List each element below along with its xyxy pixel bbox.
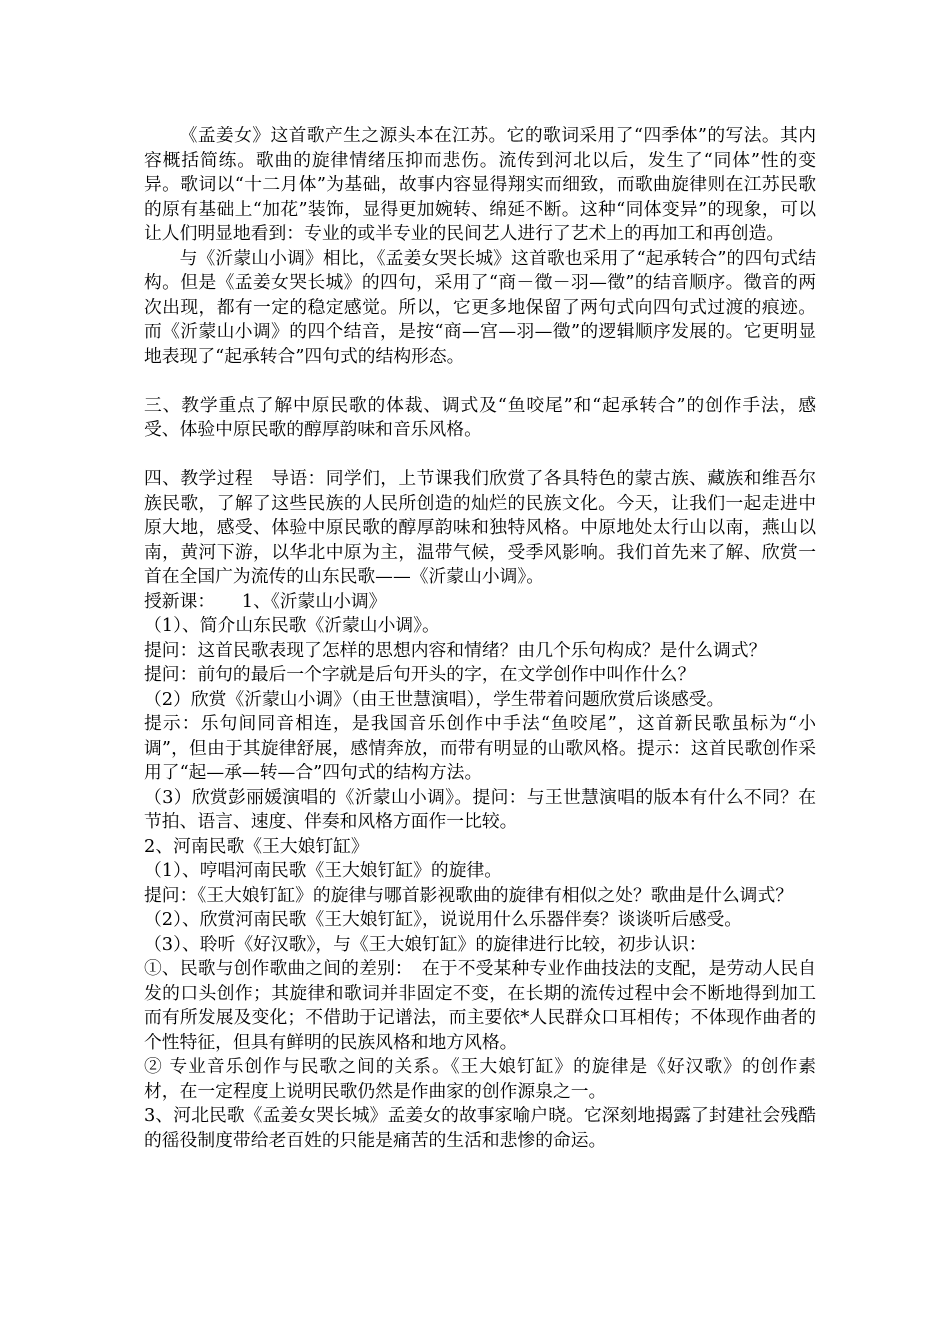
body-paragraph: （3）欣赏彭丽媛演唱的《沂蒙山小调》。提问：与王世慧演唱的版本有什么不同？在节拍、语言、速度、伴奏和风格方面作一比较。 [144, 786, 816, 832]
body-paragraph: （1）、简介山东民歌《沂蒙山小调》。 [144, 615, 440, 636]
body-paragraph: 2、河南民歌《王大娘钉缸》 [144, 835, 369, 857]
body-paragraph: 提问：《王大娘钉缸》的旋律与哪首影视歌曲的旋律有相似之处？歌曲是什么调式？ [144, 884, 794, 906]
body-paragraph: 提示：乐句间同音相连，是我国音乐创作中手法“鱼咬尾”，这首新民歌虽标为“小调”，但由于其旋律舒展，感情奔放，而带有明显的山歌风格。提示：这首民歌创作采用了“起—承—转—合”四句式的结构方法。 [144, 713, 816, 783]
body-paragraph: 与《沂蒙山小调》相比，《孟姜女哭长城》这首歌也采用了“起承转合”的四句式结构。但是《孟姜女哭长城》的四句，采用了“商－徵－羽—徵”的结音顺序。徵音的两次出现，都有一定的稳定感觉。所以，它更多地保留了两句式向四句式过渡的痕迹。而《沂蒙山小调》的四个结音，是按“商—宫—羽—徵”的逻辑顺序发展的。它更明显地表现了“起承转合”四句式的结构形态。 [144, 247, 816, 367]
body-paragraph: （1）、哼唱河南民歌《王大娘钉缸》的旋律。 [144, 860, 503, 881]
body-paragraph: （2）、欣赏河南民歌《王大娘钉缸》，说说用什么乐器伴奏？谈谈听后感受。 [144, 909, 743, 930]
body-paragraph: 提问：前句的最后一个字就是后句开头的字，在文学创作中叫作什么？ [144, 664, 696, 685]
body-paragraph: 3、河北民歌《孟姜女哭长城》孟姜女的故事家喻户晓。它深刻地揭露了封建社会残酷的徭役制度带给老百姓的只能是痛苦的生活和悲惨的命运。 [144, 1105, 816, 1151]
body-paragraph: 《孟姜女》这首歌产生之源头本在江苏。它的歌词采用了“四季体”的写法。其内容概括简练。歌曲的旋律情绪压抑而悲伤。流传到河北以后，发生了“同体”性的变异。歌词以“十二月体”为基础，故事内容显得翔实而细致，而歌曲旋律则在江苏民歌的原有基础上“加花”装饰，显得更加婉转、绵延不断。这种“同体变异”的现象，可以让人们明显地看到：专业的或半专业的民间艺人进行了艺术上的再加工和再创造。 [144, 125, 816, 244]
body-paragraph: ①、民歌与创作歌曲之间的差别： 在于不受某种专业作曲技法的支配，是劳动人民自发的口头创作；其旋律和歌词并非固定不变，在长期的流传过程中会不断地得到加工而有所发展及变化；不借助于记谱法，而主要依*人民群众口耳相传；不体现作曲者的个性特征，但具有鲜明的民族风格和地方风格。 [144, 958, 816, 1053]
paragraph-spacer [144, 369, 816, 394]
body-paragraph: 三、教学重点了解中原民歌的体裁、调式及“鱼咬尾”和“起承转合”的创作手法，感受、体验中原民歌的醇厚韵味和音乐风格。 [144, 394, 816, 440]
body-paragraph: 四、教学过程 导语：同学们，上节课我们欣赏了各具特色的蒙古族、藏族和维吾尔族民歌，了解了这些民族的人民所创造的灿烂的民族文化。今天，让我们一起走进中原大地，感受、体验中原民歌的醇厚韵味和独特风格。中原地处太行山以南，燕山以南，黄河下游，以华北中原为主，温带气候，受季风影响。我们首先来了解、欣赏一首在全国广为流传的山东民歌——《沂蒙山小调》。 [144, 468, 816, 587]
body-paragraph: 授新课： 1、《沂蒙山小调》 [144, 590, 387, 612]
body-paragraph: ② 专业音乐创作与民歌之间的关系。《王大娘钉缸》的旋律是《好汉歌》的创作素材，在一定程度上说明民歌仍然是作曲家的创作源泉之一。 [144, 1056, 816, 1102]
document-page [144, 124, 816, 1153]
body-paragraph: （3）、聆听《好汉歌》，与《王大娘钉缸》的旋律进行比较，初步认识： [144, 933, 707, 955]
body-paragraph: （2）欣赏《沂蒙山小调》（由王世慧演唱），学生带着问题欣赏后谈感受。 [144, 688, 725, 710]
body-paragraph: 提问：这首民歌表现了怎样的思想内容和情绪？由几个乐句构成？是什么调式？ [144, 639, 767, 661]
paragraph-spacer [144, 443, 816, 468]
